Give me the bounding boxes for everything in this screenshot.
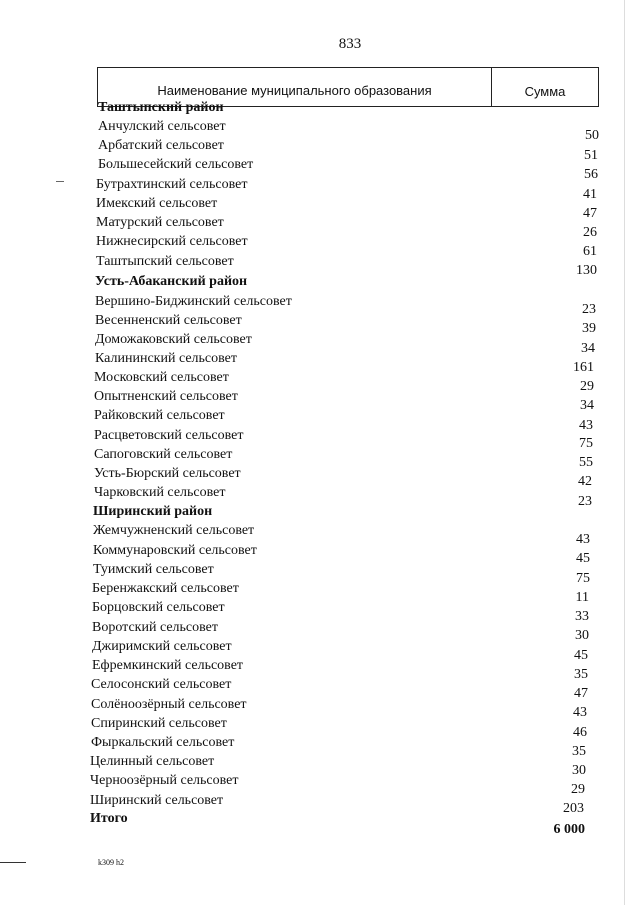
header-name-column: Наименование муниципального образования [98, 68, 492, 106]
sum-value: 47 [583, 206, 597, 221]
sum-value: 23 [578, 494, 592, 509]
header-sum-column: Сумма [524, 83, 566, 99]
sum-value: 33 [575, 609, 589, 624]
municipality-name: Опытненский сельсовет [94, 389, 238, 404]
municipality-name: Воротский сельсовет [92, 620, 218, 635]
sum-value: 55 [579, 455, 593, 470]
sum-value: 43 [579, 418, 593, 433]
municipality-name: Расцветовский сельсовет [94, 428, 244, 443]
sum-value: 161 [573, 360, 594, 375]
sum-value: 41 [583, 187, 597, 202]
municipality-name: Арбатский сельсовет [98, 138, 224, 153]
municipality-name: Весенненский сельсовет [95, 313, 242, 328]
municipality-name: Фыркальский сельсовет [91, 735, 235, 750]
municipality-name: Ширинский сельсовет [90, 793, 224, 808]
municipality-name: Жемчужненский сельсовет [93, 523, 255, 538]
sum-value: 45 [574, 648, 588, 663]
total-value: 6 000 [553, 822, 585, 837]
municipality-name: Доможаковский сельсовет [95, 332, 252, 347]
sum-value: 45 [576, 551, 590, 566]
sum-value: 51 [584, 148, 598, 163]
sum-value: 42 [578, 474, 592, 489]
municipality-name: Борцовский сельсовет [92, 600, 225, 615]
sum-value: 43 [576, 532, 590, 547]
margin-mark [0, 862, 26, 863]
municipality-name: Солёноозёрный сельсовет [91, 697, 247, 712]
sum-value: 29 [571, 782, 585, 797]
document-code: k309 h2 [98, 858, 124, 867]
sum-value: 61 [583, 244, 597, 259]
municipality-name: Джиримский сельсовет [92, 639, 232, 654]
municipality-name: Бутрахтинский сельсовет [96, 177, 248, 192]
page-number: 833 [338, 36, 362, 52]
sum-value: 30 [575, 628, 589, 643]
sum-value: 35 [572, 744, 586, 759]
municipality-name: Вершино-Биджинский сельсовет [95, 294, 292, 309]
municipality-name: Московский сельсовет [94, 370, 229, 385]
sum-value: 39 [582, 321, 596, 336]
district-heading: Ширинский район [93, 504, 213, 519]
municipality-name: Таштыпский сельсовет [96, 254, 234, 269]
sum-value: 34 [581, 341, 595, 356]
municipality-name: Селосонский сельсовет [91, 677, 232, 692]
sum-value: 46 [573, 725, 587, 740]
sum-value: 26 [583, 225, 597, 240]
municipality-name: Чарковский сельсовет [94, 485, 226, 500]
municipality-name: Туимский сельсовет [93, 562, 214, 577]
sum-value: 203 [563, 801, 584, 816]
municipality-name: Беренжакский сельсовет [92, 581, 239, 596]
municipality-name: Калининский сельсовет [95, 351, 237, 366]
sum-value: 130 [576, 263, 597, 278]
municipality-name: Усть-Бюрский сельсовет [94, 466, 241, 481]
sum-value: 56 [584, 167, 598, 182]
sum-value: 43 [573, 705, 587, 720]
page-edge-line [624, 0, 625, 905]
sum-value: 47 [574, 686, 588, 701]
total-label: Итого [90, 811, 128, 826]
municipality-name: Большесейский сельсовет [98, 157, 254, 172]
municipality-name: Спиринский сельсовет [91, 716, 227, 731]
sum-value: 35 [574, 667, 588, 682]
sum-value: 23 [582, 302, 596, 317]
sum-value: 29 [580, 379, 594, 394]
district-heading: Усть-Абаканский район [95, 274, 248, 289]
municipality-name: Анчулский сельсовет [98, 119, 226, 134]
sum-value: 50 [585, 128, 599, 143]
district-heading: Таштыпский район [98, 100, 224, 115]
sum-value: 75 [576, 571, 590, 586]
municipality-name: Черноозёрный сельсовет [90, 773, 239, 788]
sum-value: 34 [580, 398, 594, 413]
municipality-name: Целинный сельсовет [90, 754, 215, 769]
sum-value: 11 [575, 590, 589, 605]
sum-value: 75 [579, 436, 593, 451]
municipality-name: Ефремкинский сельсовет [92, 658, 244, 673]
margin-tick-mark [56, 181, 64, 182]
municipality-name: Матурский сельсовет [96, 215, 224, 230]
municipality-name: Райковский сельсовет [94, 408, 225, 423]
municipality-name: Имекский сельсовет [96, 196, 218, 211]
municipality-name: Коммунаровский сельсовет [93, 543, 257, 558]
municipality-name: Нижнесирский сельсовет [96, 234, 248, 249]
sum-value: 30 [572, 763, 586, 778]
municipality-name: Сапоговский сельсовет [94, 447, 233, 462]
